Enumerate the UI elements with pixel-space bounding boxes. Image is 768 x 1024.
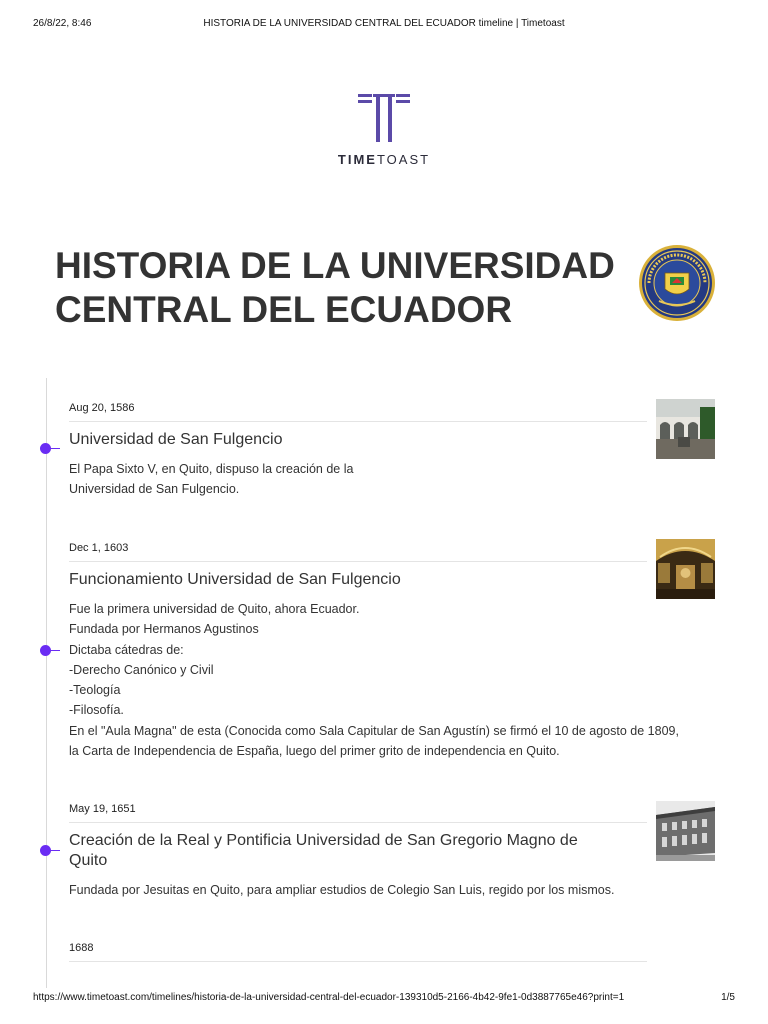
timeline-dot[interactable]: [40, 845, 51, 856]
timetoast-logo-icon: [358, 92, 410, 144]
description-line: En el "Aula Magna" de esta (Conocida como Sala Capitular de San Agustín) se firmó el 10 de agosto de 1809,: [69, 723, 679, 738]
event-title-line: Creación de la Real y Pontificia Universidad de San Gregorio Magno de: [69, 832, 578, 849]
event-date: Dec 1, 1603: [69, 542, 129, 554]
timeline-line: [46, 378, 47, 988]
description-line: Fue la primera universidad de Quito, ahora Ecuador.: [69, 602, 360, 616]
brand-name-bold: TIME: [337, 152, 377, 167]
brand-name: [0, 152, 768, 167]
page-title-line-1: HISTORIA DE LA UNIVERSIDAD: [55, 245, 615, 286]
event-date: May 19, 1651: [69, 803, 136, 815]
description-line: Fundada por Hermanos Agustinos: [69, 622, 259, 637]
event-date: 1688: [69, 942, 94, 954]
colonial-building-photo[interactable]: [656, 801, 715, 861]
event-divider: [69, 421, 647, 422]
timeline-dot[interactable]: [40, 443, 51, 454]
description-line: Universidad de San Fulgencio.: [69, 482, 240, 497]
event-description: [69, 459, 729, 500]
description-line: la Carta de Independencia de España, luego del primer grito de independencia en Quito.: [69, 744, 560, 759]
event-description: [69, 599, 729, 761]
chapter-hall-photo[interactable]: [656, 539, 715, 599]
description-line: Dictaba cátedras de:: [69, 642, 184, 657]
print-page-title: HISTORIA DE LA UNIVERSIDAD CENTRAL DEL ECUADOR timeline | Timetoast: [203, 18, 565, 29]
event-description: [69, 880, 729, 900]
event-title[interactable]: Universidad de San Fulgencio: [69, 431, 283, 448]
description-line: El Papa Sixto V, en Quito, dispuso la creación de la: [69, 462, 354, 476]
event-title[interactable]: Funcionamiento Universidad de San Fulgencio: [69, 571, 401, 588]
description-line: -Derecho Canónico y Civil: [69, 662, 214, 677]
description-line: Fundada por Jesuitas en Quito, para ampliar estudios de Colegio San Luis, regido por los mismos.: [69, 883, 615, 897]
page-title: [55, 244, 635, 332]
page-number: 1/5: [721, 992, 735, 1003]
university-seal-icon: [637, 243, 717, 328]
cloister-courtyard-photo[interactable]: [656, 399, 715, 459]
description-line: -Filosofía.: [69, 703, 124, 718]
event-divider: [69, 561, 647, 562]
page-url[interactable]: https://www.timetoast.com/timelines/historia-de-la-universidad-central-del-ecuador-139310d5-2166-4b42-9fe1-0d3887765e46?print=1: [33, 992, 625, 1003]
brand-name-light: TOAST: [376, 152, 431, 167]
event-divider: [69, 822, 647, 823]
page-title-line-2: CENTRAL DEL ECUADOR: [55, 289, 513, 330]
event-divider: [69, 961, 647, 962]
timeline-dot[interactable]: [40, 645, 51, 656]
event-title[interactable]: [69, 831, 649, 871]
description-line: -Teología: [69, 683, 121, 698]
event-title-line: Quito: [69, 852, 108, 869]
print-datetime: 26/8/22, 8:46: [33, 18, 92, 29]
timetoast-logo[interactable]: [0, 92, 768, 167]
event-date: Aug 20, 1586: [69, 402, 135, 414]
